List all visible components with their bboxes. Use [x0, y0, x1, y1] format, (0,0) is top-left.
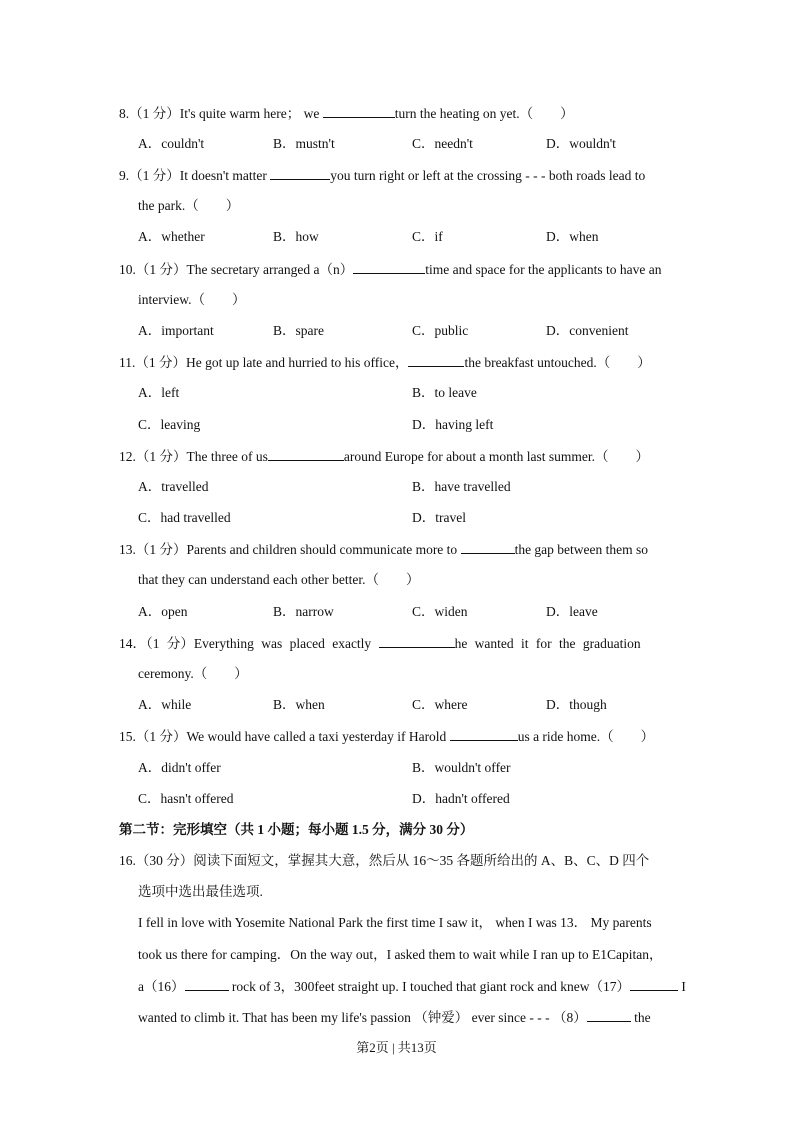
option-b: B．wouldn't offer: [412, 760, 511, 775]
option-c: C．hasn't offered: [138, 791, 234, 806]
question-14-cont: ceremony.（ ）: [138, 666, 248, 681]
question-13-cont: that they can understand each other better.（ ）: [138, 572, 420, 587]
section-heading: 第二节：完形填空（共 1 小题；每小题 1.5 分，满分 30 分）: [119, 822, 474, 837]
option-b: B．narrow: [273, 604, 334, 619]
question-16: 16.（30 分）阅读下面短文，掌握其大意，然后从 16～35 各题所给出的 A、B、C、D 四个: [119, 853, 650, 868]
option-a: A．open: [138, 604, 188, 619]
question-14: 14．（1 分）Everything was placed exactly he wanted it for the graduation: [119, 636, 641, 651]
option-a: A．didn't offer: [138, 760, 221, 775]
option-a: A．while: [138, 697, 192, 712]
option-c: C．widen: [412, 604, 468, 619]
option-b: B．when: [273, 697, 325, 712]
option-c: C．needn't: [412, 136, 473, 151]
question-16-cont: 选项中选出最佳选项.: [138, 884, 263, 899]
passage-line: took us there for camping．On the way out，I asked them to wait while I ran up to E1Capitan，: [138, 947, 663, 962]
option-b: B．mustn't: [273, 136, 335, 151]
option-b: B．to leave: [412, 385, 477, 400]
option-a: A．couldn't: [138, 136, 205, 151]
passage-line: I fell in love with Yosemite National Park the first time I saw it， when I was 13． My parents: [138, 915, 652, 930]
passage-line: wanted to climb it. That has been my life's passion （钟爱） ever since - - - （8） the: [138, 1010, 651, 1025]
question-12: 12.（1 分）The three of us around Europe for about a month last summer.（ ）: [119, 449, 650, 464]
option-d: D．convenient: [546, 323, 629, 338]
option-c: C．public: [412, 323, 469, 338]
option-a: A．whether: [138, 229, 205, 244]
option-b: B．how: [273, 229, 319, 244]
option-a: A．left: [138, 385, 180, 400]
question-8: 8.（1 分）It's quite warm here； we turn the heating on yet.（ ）: [119, 106, 574, 121]
option-c: C．if: [412, 229, 443, 244]
question-9: 9.（1 分）It doesn't matter you turn right or left at the crossing - - - both roads lead to: [119, 168, 646, 183]
option-c: C．had travelled: [138, 510, 231, 525]
option-d: D．hadn't offered: [412, 791, 510, 806]
page-footer: 第2页 | 共13页: [356, 1040, 437, 1055]
question-10-cont: interview.（ ）: [138, 292, 246, 307]
option-a: A．travelled: [138, 479, 209, 494]
option-d: D．when: [546, 229, 599, 244]
option-d: D．leave: [546, 604, 598, 619]
question-10: 10.（1 分）The secretary arranged a（n） time and space for the applicants to have an: [119, 262, 662, 277]
option-c: C．where: [412, 697, 468, 712]
question-15: 15.（1 分）We would have called a taxi yesterday if Harold us a ride home.（ ）: [119, 729, 655, 744]
option-d: D．travel: [412, 510, 466, 525]
passage-line: a（16） rock of 3，300feet straight up. I touched that giant rock and knew（17） I: [138, 979, 686, 994]
option-b: B．spare: [273, 323, 324, 338]
option-c: C．leaving: [138, 417, 201, 432]
question-13: 13.（1 分）Parents and children should communicate more to the gap between them so: [119, 542, 649, 557]
question-9-cont: the park.（ ）: [138, 198, 240, 213]
option-d: D．though: [546, 697, 607, 712]
option-a: A．important: [138, 323, 214, 338]
option-d: D．wouldn't: [546, 136, 616, 151]
option-d: D．having left: [412, 417, 494, 432]
question-11: 11.（1 分）He got up late and hurried to his office， the breakfast untouched.（ ）: [119, 355, 651, 370]
option-b: B．have travelled: [412, 479, 511, 494]
